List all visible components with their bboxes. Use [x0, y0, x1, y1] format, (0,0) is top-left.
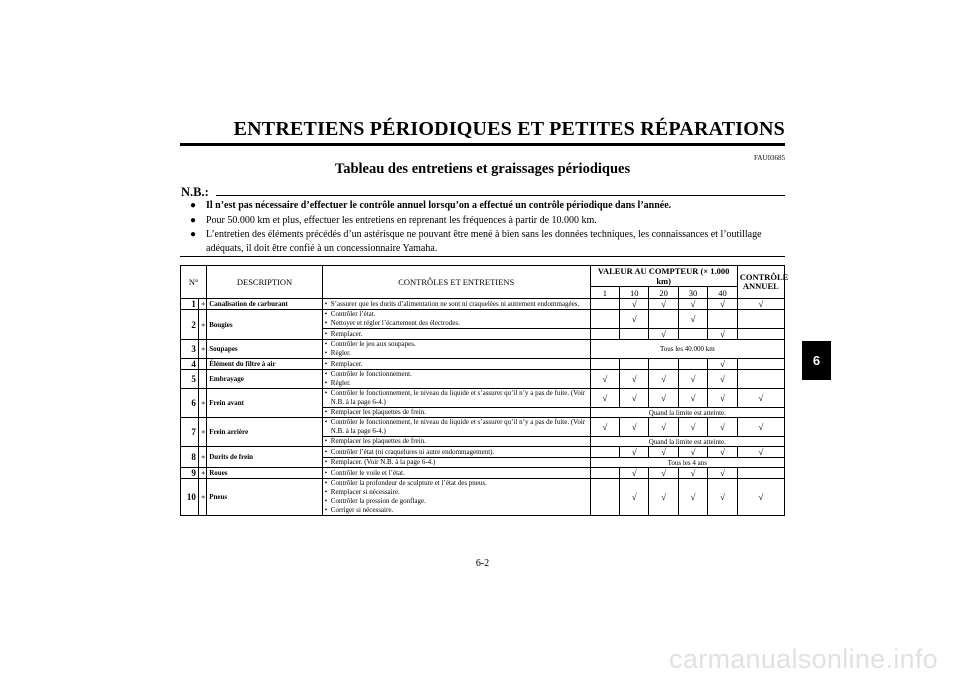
control-text: Corriger si nécessaire.	[330, 506, 394, 514]
control-text: Remplacer si nécessaire.	[330, 488, 400, 496]
item-description: Roues	[207, 468, 323, 479]
control-line	[325, 479, 588, 488]
item-number: 5	[181, 370, 199, 389]
asterisk-marker: ∗	[198, 468, 206, 479]
check-cell: √	[620, 389, 649, 408]
item-number: 4	[181, 359, 199, 370]
check-cell: √	[678, 389, 707, 408]
nb-item-text: Pour 50.000 km et plus, effectuer les entretiens en reprenant les fréquences à partir de 10.000 km.	[206, 214, 597, 226]
header-controls: CONTRÔLES ET ENTRETIENS	[322, 266, 590, 299]
check-cell: √	[620, 468, 649, 479]
control-line	[325, 408, 588, 417]
control-cell	[322, 437, 590, 447]
header-km: 20	[649, 287, 678, 299]
item-number: 6	[181, 389, 199, 418]
control-line	[325, 488, 588, 497]
bullet-icon: •	[324, 488, 328, 496]
item-description: Élément du filtre à air	[207, 359, 323, 370]
check-cell	[737, 359, 784, 370]
nb-rule	[216, 195, 785, 196]
bullet-icon: ●	[190, 229, 197, 240]
check-cell: √	[678, 370, 707, 389]
bullet-icon: •	[324, 408, 328, 416]
control-text: Contrôler le voile et l’état.	[330, 468, 405, 477]
table-row	[181, 299, 785, 310]
item-description: Frein avant	[207, 389, 323, 418]
item-number: 1	[181, 299, 199, 310]
check-cell: √	[708, 359, 737, 370]
check-cell	[737, 370, 784, 389]
check-cell: √	[708, 370, 737, 389]
bullet-icon: •	[324, 379, 328, 387]
control-text: Contrôler la profondeur de sculpture et l’état des pneus.	[330, 479, 487, 487]
bullet-icon: •	[324, 329, 328, 338]
check-cell: √	[649, 468, 678, 479]
control-line	[325, 300, 588, 309]
check-cell	[590, 299, 619, 310]
control-line	[325, 458, 588, 467]
check-cell: √	[649, 389, 678, 408]
control-line	[325, 448, 588, 457]
bullet-icon: •	[324, 370, 328, 378]
control-line	[325, 349, 588, 358]
control-cell	[322, 447, 590, 458]
document-title: Tableau des entretiens et graissages périodiques	[334, 161, 631, 177]
control-text: Contrôler le fonctionnement, le niveau du liquide et s’assurer qu’il n’y a pas de fuite. (Voir N.B. à la page 6-4.)	[330, 389, 586, 406]
control-line	[325, 310, 588, 319]
section-tab-6[interactable]: 6	[802, 341, 831, 380]
control-cell	[322, 340, 590, 359]
bullet-icon: •	[324, 349, 328, 357]
item-description: Bougies	[207, 310, 323, 340]
nb-bottom-rule	[180, 256, 785, 257]
control-text: Remplacer les plaquettes de frein.	[330, 437, 426, 445]
check-cell	[590, 359, 619, 370]
header-rule	[180, 143, 785, 146]
control-line	[325, 389, 588, 407]
check-cell: √	[678, 447, 707, 458]
control-line	[325, 437, 588, 446]
control-cell	[322, 418, 590, 437]
check-cell: √	[737, 389, 784, 408]
check-cell	[590, 447, 619, 458]
bullet-icon: •	[324, 310, 328, 318]
item-description: Durits de frein	[207, 447, 323, 468]
check-cell	[620, 359, 649, 370]
check-cell: √	[649, 299, 678, 310]
check-cell: √	[708, 479, 737, 516]
asterisk-marker	[198, 359, 206, 370]
check-cell	[620, 329, 649, 340]
bullet-icon: •	[324, 340, 328, 348]
control-text: Contrôler le fonctionnement, le niveau du liquide et s’assurer qu’il n’y a pas de fuite. (Voir N.B. à la page 6-4.)	[330, 418, 586, 435]
table-row	[181, 418, 785, 437]
check-cell: √	[620, 310, 649, 329]
control-cell	[322, 329, 590, 340]
check-cell: √	[708, 418, 737, 437]
control-line	[325, 418, 588, 436]
check-cell: √	[620, 370, 649, 389]
maintenance-table	[180, 265, 789, 516]
header-km: 40	[708, 287, 737, 299]
item-description: Pneus	[207, 479, 323, 516]
check-cell: √	[708, 447, 737, 458]
control-cell	[322, 408, 590, 418]
check-cell: √	[678, 468, 707, 479]
bullet-icon: ●	[190, 214, 197, 226]
check-cell: √	[737, 447, 784, 458]
table-row	[181, 359, 785, 370]
check-cell	[649, 359, 678, 370]
check-cell: √	[678, 418, 707, 437]
item-description: Soupapes	[207, 340, 323, 359]
control-text: Contrôler l’état (ni craquelures ni autre endommagement).	[330, 447, 495, 456]
asterisk-marker: ∗	[198, 418, 206, 447]
bullet-icon: •	[324, 319, 328, 327]
table-row	[181, 468, 785, 479]
check-cell: √	[708, 329, 737, 340]
header-km: 1	[590, 287, 619, 299]
control-cell	[322, 310, 590, 329]
check-cell	[737, 468, 784, 479]
table-row	[181, 340, 785, 359]
page-header-title: ENTRETIENS PÉRIODIQUES ET PETITES RÉPARATIONS	[233, 118, 785, 140]
control-text: Régler.	[330, 379, 351, 387]
reference-code: FAU03685	[754, 154, 785, 162]
control-text: Contrôler le jeu aux soupapes.	[330, 340, 416, 348]
check-cell: √	[708, 468, 737, 479]
control-text: Contrôler l’état.	[330, 310, 376, 318]
header-description: DESCRIPTION	[207, 266, 323, 299]
interval-note: Tous les 40.000 km	[590, 340, 784, 359]
check-cell	[737, 310, 784, 329]
check-cell: √	[737, 479, 784, 516]
bullet-icon: •	[324, 497, 328, 505]
asterisk-marker	[198, 370, 206, 389]
bullet-icon: •	[324, 506, 328, 514]
interval-note: Quand la limite est atteinte.	[590, 437, 784, 447]
control-cell	[322, 468, 590, 479]
control-line	[325, 319, 588, 328]
asterisk-marker: ∗	[198, 389, 206, 418]
control-cell	[322, 359, 590, 370]
table-body	[181, 299, 785, 516]
check-cell: √	[590, 389, 619, 408]
check-cell	[590, 468, 619, 479]
nb-item-text: L’entretien des éléments précédés d’un astérisque ne pouvant être mené à bien sans les données techniques, les connaissances et l’outillage adéquats, il doit être confié à un concessionnaire Yamaha.	[206, 229, 762, 254]
control-line	[325, 340, 588, 349]
table-row	[181, 479, 785, 516]
bullet-icon: •	[324, 458, 328, 466]
check-cell	[649, 310, 678, 329]
bullet-icon: •	[324, 437, 328, 445]
item-number: 8	[181, 447, 199, 468]
bullet-icon: •	[324, 479, 328, 487]
table-row	[181, 370, 785, 389]
check-cell: √	[678, 310, 707, 329]
item-number: 7	[181, 418, 199, 447]
header-km: 30	[678, 287, 707, 299]
item-number: 2	[181, 310, 199, 340]
check-cell: √	[649, 329, 678, 340]
nb-label: N.B.:	[181, 185, 209, 199]
control-text: Contrôler la pression de gonflage.	[330, 497, 426, 505]
nb-item	[190, 199, 785, 213]
asterisk-marker: ∗	[198, 447, 206, 468]
control-text: Régler.	[330, 349, 351, 357]
bullet-icon: ●	[190, 200, 197, 211]
control-cell	[322, 389, 590, 408]
check-cell: √	[708, 299, 737, 310]
control-text: Nettoyer et régler l’écartement des électrodes.	[330, 319, 460, 327]
check-cell	[590, 479, 619, 516]
bullet-icon: •	[324, 359, 328, 368]
table-row	[181, 447, 785, 458]
nb-item-text: Il n’est pas nécessaire d’effectuer le contrôle annuel lorsqu’on a effectué un contrôle périodique dans l’année.	[206, 200, 672, 211]
control-cell	[322, 299, 590, 310]
control-line	[325, 469, 588, 478]
check-cell: √	[708, 389, 737, 408]
control-cell	[322, 458, 590, 468]
nb-item	[190, 214, 785, 228]
control-text: S’assurer que les durits d’alimentation ne sont ni craquelées ni autrement endommagées.	[330, 299, 580, 308]
control-line	[325, 379, 588, 388]
header-km: 10	[620, 287, 649, 299]
check-cell: √	[737, 418, 784, 437]
asterisk-marker: ∗	[198, 340, 206, 359]
interval-note: Tous les 4 ans	[590, 458, 784, 468]
control-line	[325, 497, 588, 506]
item-description: Frein arrière	[207, 418, 323, 447]
table-row	[181, 389, 785, 408]
control-text: Contrôler le fonctionnement.	[330, 370, 412, 378]
asterisk-marker: ∗	[198, 299, 206, 310]
check-cell	[590, 310, 619, 329]
item-number: 9	[181, 468, 199, 479]
header-annual: CONTRÔLE ANNUEL	[737, 266, 784, 299]
bullet-icon: •	[324, 468, 328, 477]
control-line	[325, 360, 588, 369]
item-number: 3	[181, 340, 199, 359]
table-row	[181, 310, 785, 329]
page-number: 6-2	[475, 558, 490, 569]
check-cell	[590, 329, 619, 340]
check-cell	[678, 359, 707, 370]
check-cell: √	[620, 447, 649, 458]
item-description: Canalisation de carburant	[207, 299, 323, 310]
check-cell: √	[620, 299, 649, 310]
check-cell: √	[620, 479, 649, 516]
control-cell	[322, 479, 590, 516]
control-text: Remplacer.	[330, 359, 363, 368]
control-text: Remplacer.	[330, 329, 363, 338]
interval-note: Quand la limite est atteinte.	[590, 408, 784, 418]
check-cell: √	[649, 447, 678, 458]
check-cell: √	[649, 479, 678, 516]
check-cell: √	[590, 370, 619, 389]
asterisk-marker: ∗	[198, 310, 206, 340]
check-cell: √	[737, 299, 784, 310]
check-cell: √	[649, 370, 678, 389]
asterisk-marker: ∗	[198, 479, 206, 516]
check-cell: √	[620, 418, 649, 437]
check-cell	[678, 329, 707, 340]
nb-list	[190, 199, 785, 256]
check-cell: √	[678, 299, 707, 310]
header-no: N°	[181, 266, 207, 299]
item-description: Embrayage	[207, 370, 323, 389]
nb-item	[190, 228, 785, 255]
check-cell: √	[649, 418, 678, 437]
control-line	[325, 370, 588, 379]
bullet-icon: •	[324, 418, 328, 426]
check-cell	[708, 310, 737, 329]
control-text: Remplacer. (Voir N.B. à la page 6-4.)	[330, 458, 436, 466]
control-cell	[322, 370, 590, 389]
watermark: carmanualsonline.info	[669, 644, 938, 674]
bullet-icon: •	[324, 299, 328, 308]
control-line	[325, 330, 588, 339]
control-line	[325, 506, 588, 515]
header-odometer: VALEUR AU COMPTEUR (× 1.000 km)	[590, 266, 737, 287]
check-cell: √	[590, 418, 619, 437]
item-number: 10	[181, 479, 199, 516]
bullet-icon: •	[324, 389, 328, 397]
control-text: Remplacer les plaquettes de frein.	[330, 408, 426, 416]
bullet-icon: •	[324, 447, 328, 456]
check-cell	[737, 329, 784, 340]
check-cell: √	[678, 479, 707, 516]
